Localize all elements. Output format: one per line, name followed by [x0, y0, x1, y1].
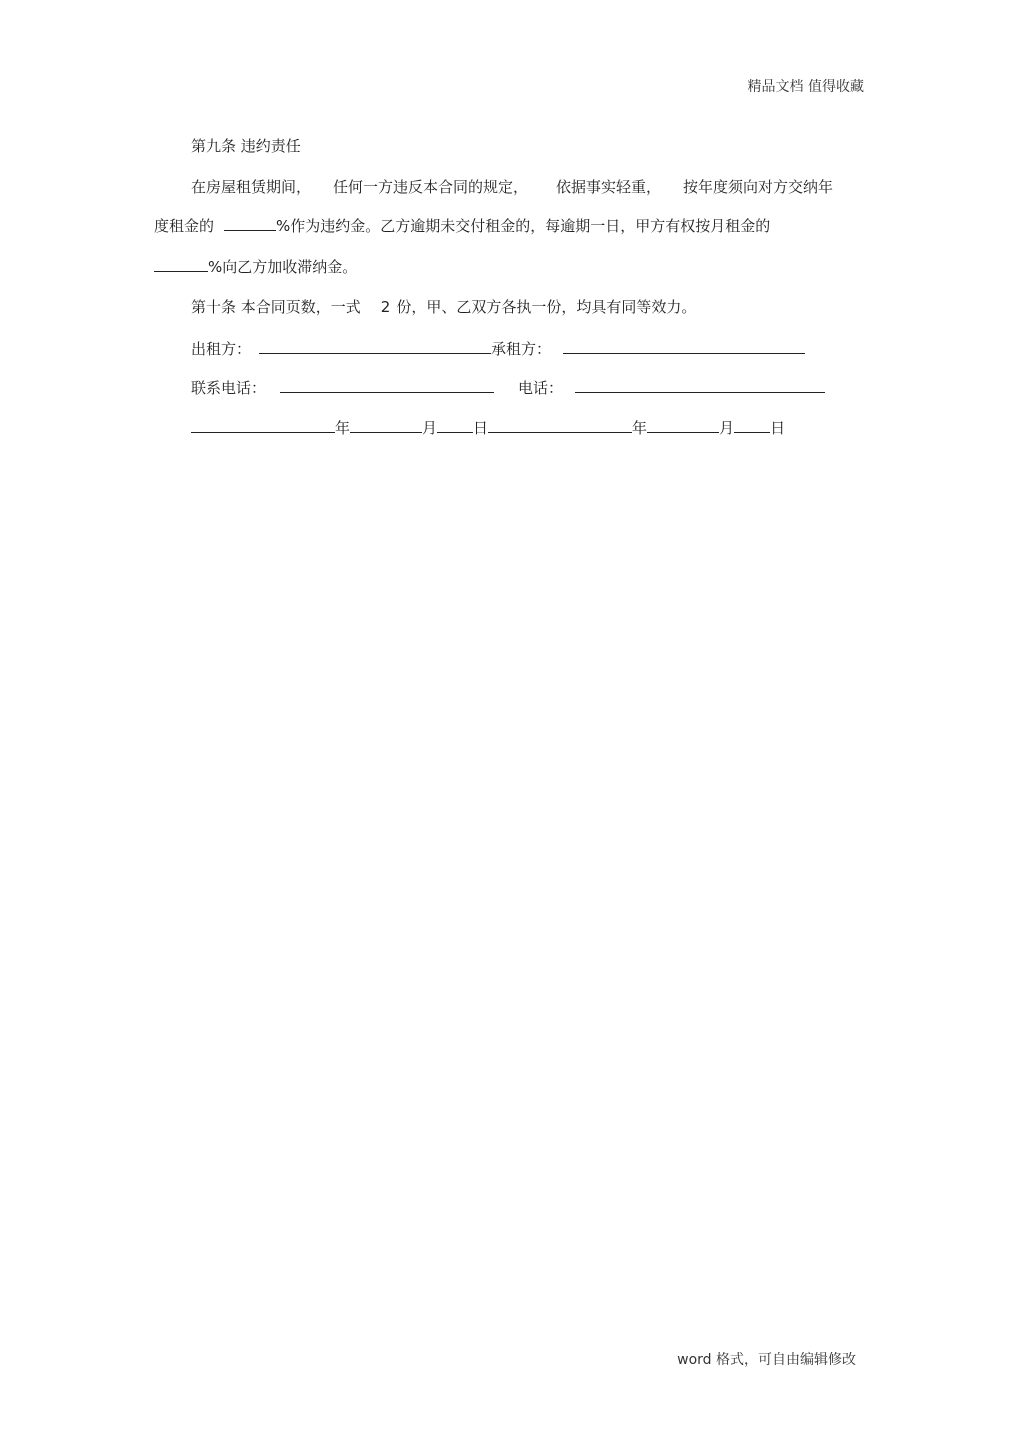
paragraph-segment: 任何一方违反本合同的规定， [333, 178, 529, 196]
lessee-label: 承租方： [491, 340, 552, 358]
lessor-month-blank[interactable] [350, 418, 422, 433]
lessee-signature-blank[interactable] [563, 339, 805, 354]
month-label: 月 [719, 419, 735, 437]
signature-date-row [191, 418, 785, 438]
day-label: 日 [473, 419, 489, 437]
paragraph-segment: 份，甲、乙双方各执一份，均具有同等效力。 [396, 298, 697, 316]
day-label: 日 [770, 419, 786, 437]
article-9-paragraph-line-3 [154, 257, 357, 277]
paragraph-segment: 在房屋租赁期间， [191, 178, 312, 196]
paragraph-segment: 按年度须向对方交纳年 [683, 178, 834, 196]
article-9-title: 第九条 违约责任 [191, 137, 301, 155]
article-9-paragraph-line-1 [191, 177, 833, 197]
page-footer: word 格式，可自由编辑修改 [677, 1352, 856, 1368]
paragraph-segment: 第十条 本合同页数，一式 [191, 298, 361, 316]
lessee-phone-blank[interactable] [575, 378, 825, 393]
article-9-paragraph-line-2 [154, 216, 770, 236]
paragraph-segment: %作为违约金。乙方逾期未交付租金的，每逾期一日，甲方有权按月租金的 [276, 217, 771, 235]
paragraph-segment: 依据事实轻重， [556, 178, 662, 196]
contact-phone-label: 联系电话： [191, 379, 267, 397]
year-label: 年 [335, 419, 351, 437]
lessor-signature-blank[interactable] [259, 339, 491, 354]
phone-label: 电话： [518, 379, 564, 397]
copy-count: 2 [380, 298, 391, 316]
late-fee-percent-blank[interactable] [154, 257, 208, 272]
year-label: 年 [632, 419, 648, 437]
lessor-label: 出租方： [191, 340, 252, 358]
penalty-percent-blank[interactable] [224, 216, 276, 231]
lessor-year-blank[interactable] [191, 418, 335, 433]
lessee-year-blank[interactable] [488, 418, 632, 433]
paragraph-segment: %向乙方加收滞纳金。 [208, 258, 358, 276]
lessor-day-blank[interactable] [437, 418, 473, 433]
signature-parties-row [191, 339, 805, 359]
lessor-phone-blank[interactable] [280, 378, 494, 393]
page-header: 精品文档 值得收藏 [747, 79, 864, 95]
lessee-month-blank[interactable] [647, 418, 719, 433]
month-label: 月 [422, 419, 438, 437]
article-10-text [191, 297, 696, 317]
lessee-day-blank[interactable] [734, 418, 770, 433]
signature-phone-row [191, 378, 825, 398]
paragraph-segment: 度租金的 [154, 217, 215, 235]
